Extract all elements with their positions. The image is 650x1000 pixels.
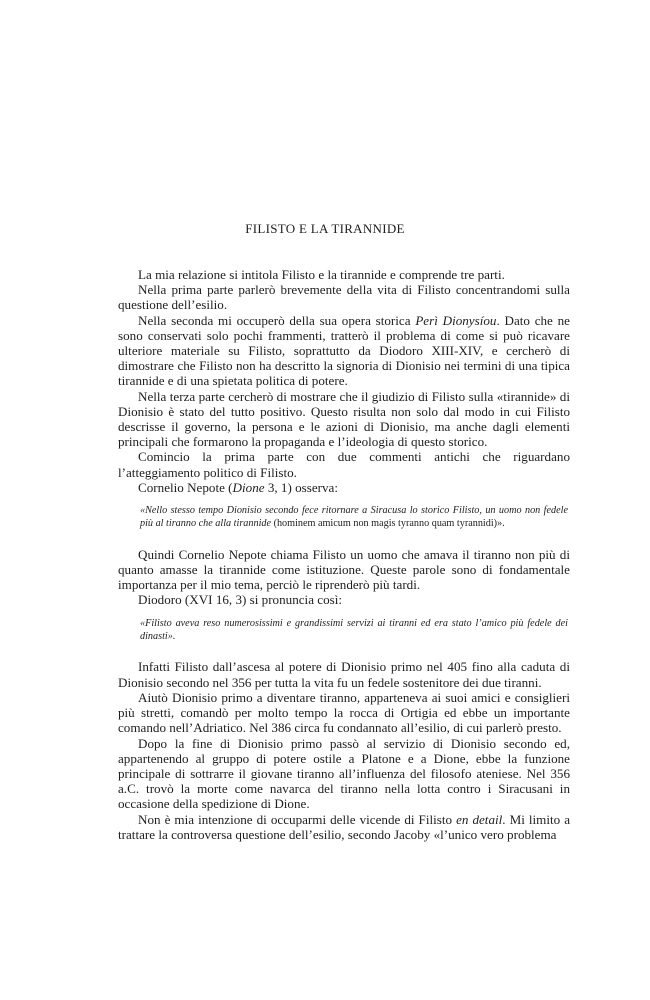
chapter-title: FILISTO E LA TIRANNIDE [245,221,405,236]
paragraph: Nella prima parte parlerò brevemente della vita di Filisto concentrandomi sulla questione dell’esilio. [118,282,570,313]
quote-end: . [502,518,505,530]
quote-latin: (hominem amicum non magis tyranno quam tyrannidi)» [271,518,503,530]
text-run: 3, 1) osserva: [264,479,339,495]
paragraph: La mia relazione si intitola Filisto e la tirannide e comprende tre parti. [138,267,505,282]
paragraph: Nella terza parte cercherò di mostrare che il giudizio di Filisto sulla «tirannide» di Dionisio è stato del tutto positivo. Questo risulta non solo dal modo in cui Filisto descrisse il governo, la persona e le azioni di Dionisio, ma anche dagli elementi principali che formarono la propaganda e l’ideologia di questo storico. [118,388,570,450]
quote-text: «Nello stesso tempo Dionisio secondo fece ritornare a Siracusa lo storico Filisto, un uomo non fedele più al tiranno che alla tirannide [140,505,568,530]
paragraph [118,812,570,842]
paragraph: Aiutò Dionisio primo a diventare tiranno, apparteneva ai suoi amici e consiglieri più stretti, comandò per molto tempo la rocca di Ortigia ed ebbe un importante comando nell’Adriatico. Nel 386 circa fu condannato all’esilio, di cui parlerò presto. [118,689,570,736]
paragraph: Quindi Cornelio Nepote chiama Filisto un uomo che amava il tiranno non più di quanto amasse la tirannide come istituzione. Queste parole sono di fondamentale importanza per il mio tema, perciò le riprenderò più tardi. [118,546,570,593]
body-text [118,267,570,842]
paragraph [118,480,570,495]
paragraph: Infatti Filisto dall’ascesa al potere di Dionisio primo nel 405 fino alla caduta di Dionisio secondo nel 356 per tutta la vita fu un fedele sostenitore dei due tiranni. [118,659,570,690]
block-quote: «Filisto aveva reso numerosissimi e grandissimi servizi ai tiranni ed era stato l’amico più fedele dei dinasti». [140,617,568,643]
text-run: Cornelio Nepote ( [138,479,233,495]
work-title: Perì Dionysíou [415,312,497,328]
text-run: . Dato che ne sono conservati solo pochi frammenti, tratterò il problema di come si può ricavare ulteriore materiale su Filisto, soprattutto da Diodoro XIII-XIV, e cercherò di dimostrare che Filisto non ha descritto la signoria di Dionisio nei termini di una tipica tirannide e di una spietata politica di potere. [118,312,570,389]
block-quote [140,504,568,531]
paragraph: Dopo la fine di Dionisio primo passò al servizio di Dionisio secondo ed, appartenendo al gruppo di potere ostile a Platone e a Dione, ebbe la funzione principale di sottrarre il giovane tiranno all’influenza del filosofo ateniese. Nel 356 a.C. trovò la morte come navarca del tiranno nella lotta contro i Siracusani in occasione della spedizione di Dione. [118,735,570,812]
paragraph: Comincio la prima parte con due commenti antichi che riguardano l’atteggiamento politico di Filisto. [118,449,570,480]
text-run: . Mi limito a trattare la controversa questione dell’esilio, secondo Jacoby «l’unico vero problema [118,811,571,842]
paragraph: Diodoro (XVI 16, 3) si pronuncia così: [138,592,343,608]
paragraph [118,313,570,389]
citation-title: Dione [232,479,265,495]
text-run: Non è mia intenzione di occuparmi delle vicende di Filisto [138,811,457,827]
text-run: Nella seconda mi occuperò della sua opera storica [138,312,416,328]
emphasis: en detail [456,811,503,827]
